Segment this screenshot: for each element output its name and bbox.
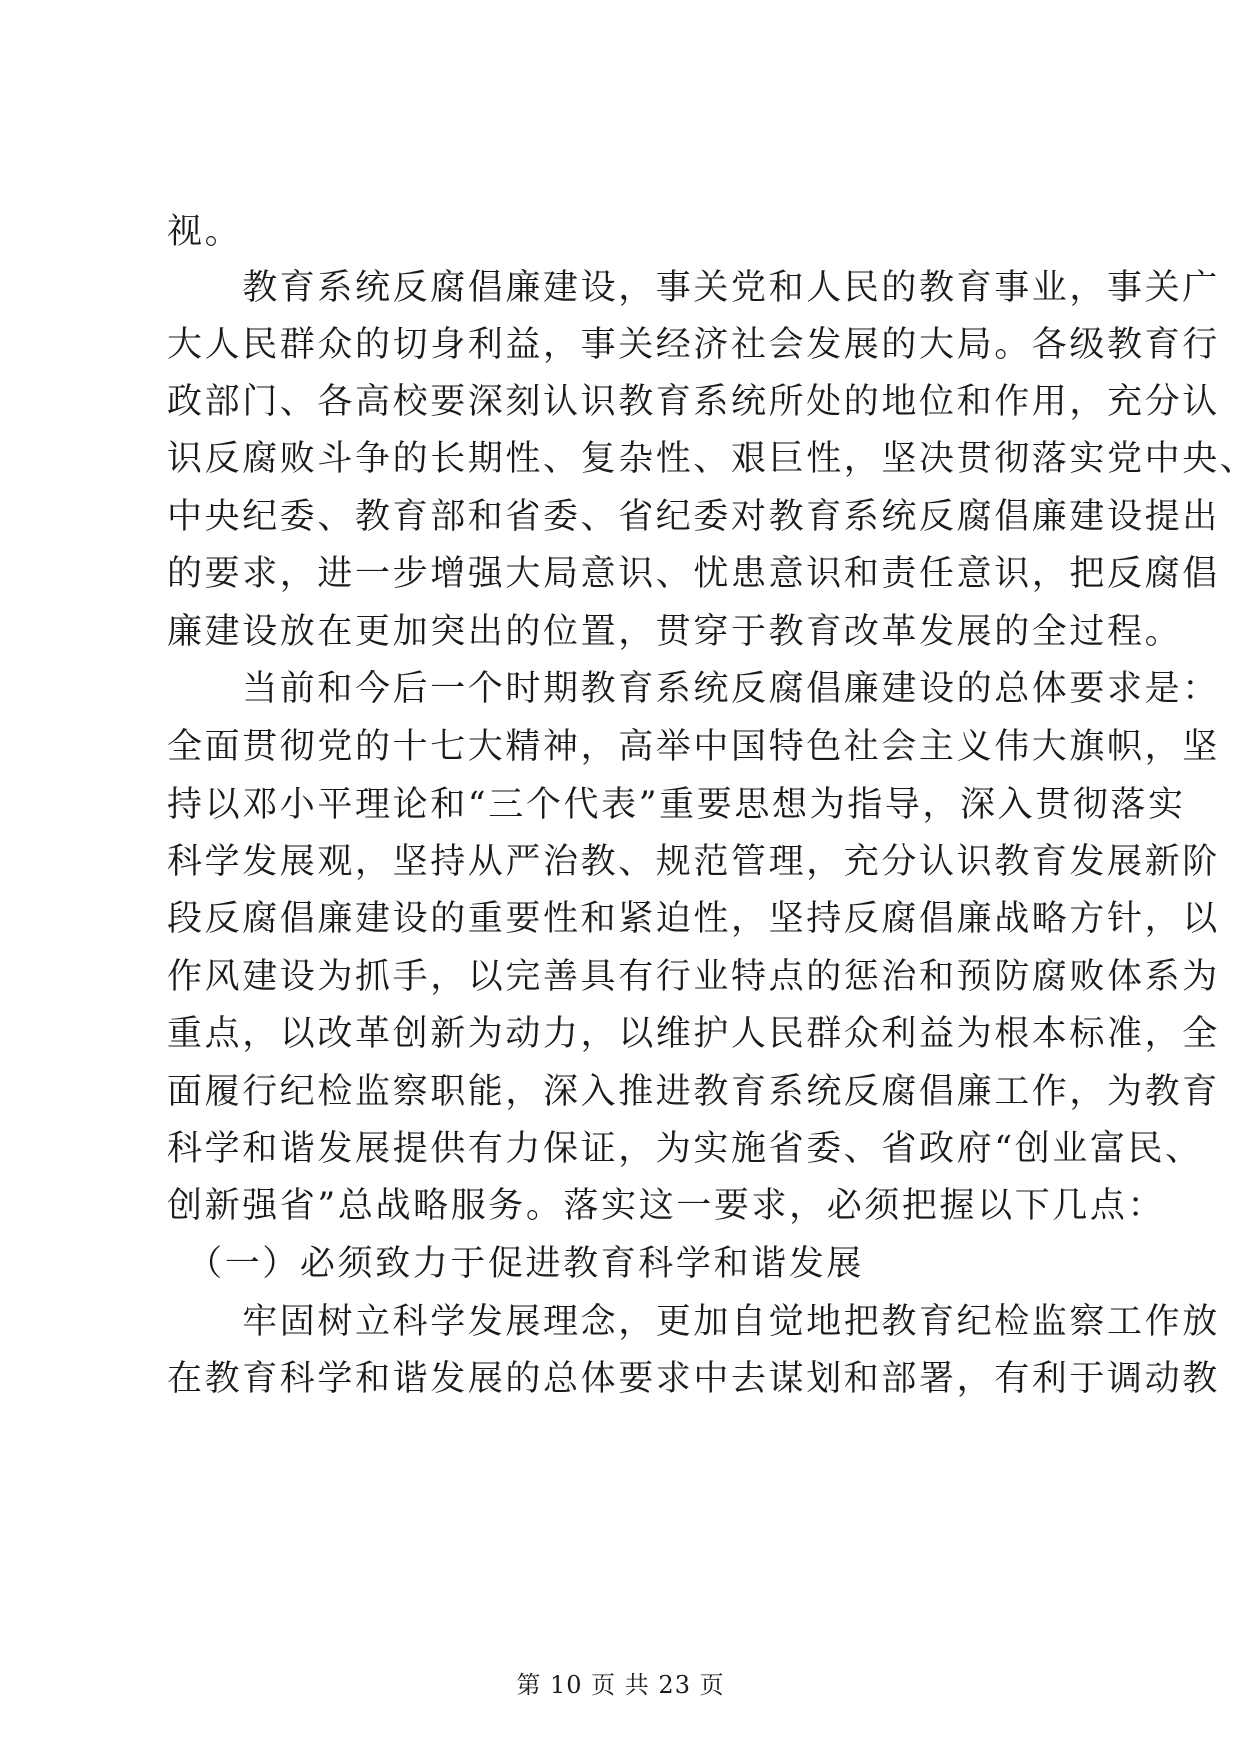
text-line: 在教育科学和谐发展的总体要求中去谋划和部署，有利于调动教 [167, 1359, 1220, 1399]
text-line: 中央纪委、教育部和省委、省纪委对教育系统反腐倡廉建设提出 [167, 497, 1220, 537]
text-line: 政部门、各高校要深刻认识教育系统所处的地位和作用，充分认 [167, 382, 1220, 422]
text-line: 科学和谐发展提供有力保证，为实施省委、省政府“创业富民、 [167, 1129, 1203, 1169]
page-number-footer: 第 10 页 共 23 页 [516, 1671, 725, 1699]
text-line: 教育系统反腐倡廉建设，事关党和人民的教育事业，事关广 [167, 268, 1220, 308]
text-line: 牢固树立科学发展理念，更加自觉地把教育纪检监察工作放 [167, 1302, 1220, 1342]
text-line: 科学发展观，坚持从严治教、规范管理，充分认识教育发展新阶 [167, 842, 1220, 882]
text-line: 重点，以改革创新为动力，以维护人民群众利益为根本标准，全 [167, 1014, 1220, 1054]
text-line: 的要求，进一步增强大局意识、忧患意识和责任意识，把反腐倡 [167, 554, 1220, 594]
text-line: 廉建设放在更加突出的位置，贯穿于教育改革发展的全过程。 [167, 612, 1183, 652]
text-line: 作风建设为抓手，以完善具有行业特点的惩治和预防腐败体系为 [167, 957, 1220, 997]
text-line: 创新强省”总战略服务。落实这一要求，必须把握以下几点： [167, 1186, 1166, 1226]
text-line: 视。 [167, 212, 243, 252]
text-line: 段反腐倡廉建设的重要性和紧迫性，坚持反腐倡廉战略方针，以 [167, 899, 1220, 939]
text-line: 当前和今后一个时期教育系统反腐倡廉建设的总体要求是： [167, 669, 1220, 709]
text-line: 大人民群众的切身利益，事关经济社会发展的大局。各级教育行 [167, 325, 1220, 365]
text-line: 持以邓小平理论和“三个代表”重要思想为指导，深入贯彻落实 [167, 785, 1186, 825]
text-line: 全面贯彻党的十七大精神，高举中国特色社会主义伟大旗帜，坚 [167, 727, 1220, 767]
text-line: 面履行纪检监察职能，深入推进教育系统反腐倡廉工作，为教育 [167, 1072, 1220, 1112]
text-line: 识反腐败斗争的长期性、复杂性、艰巨性，坚决贯彻落实党中央、 [167, 439, 1257, 479]
section-heading: （一）必须致力于促进教育科学和谐发展 [167, 1244, 864, 1284]
